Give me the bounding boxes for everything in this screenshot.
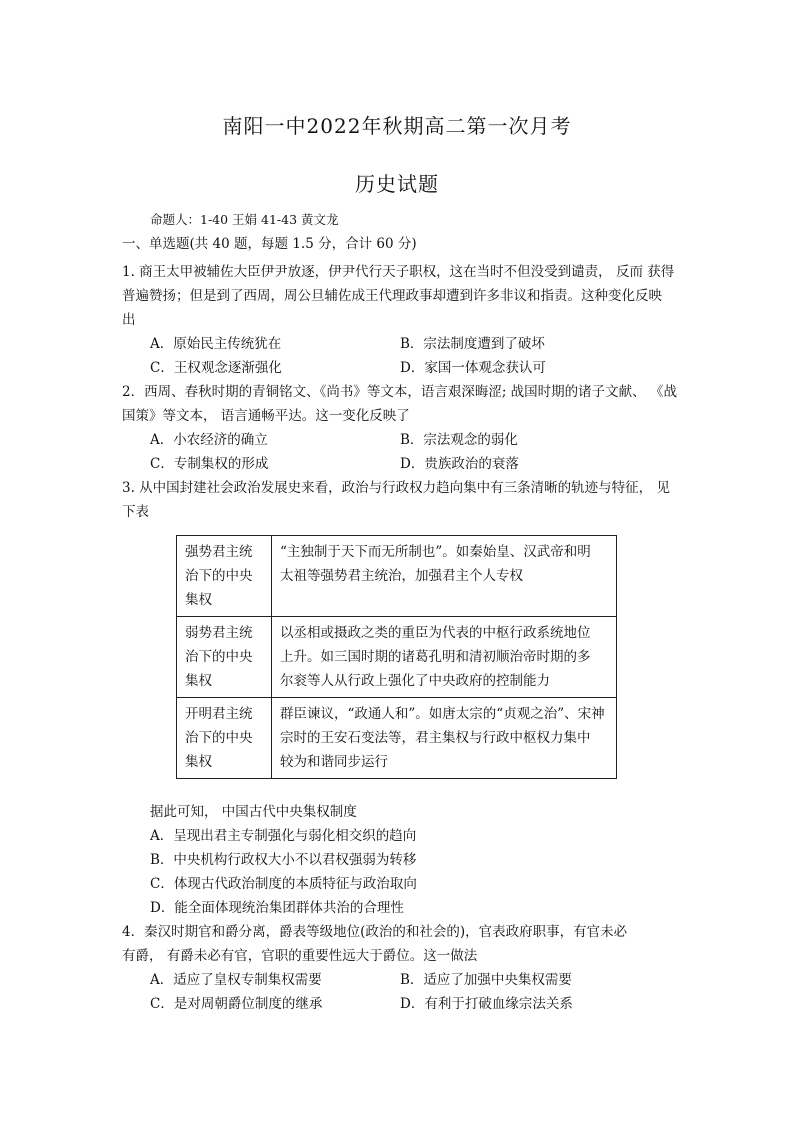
q2-option-c: C．专制集权的形成 (150, 456, 269, 472)
table-cell-key: 弱势君主统 治下的中央 集权 (177, 617, 272, 698)
q3-option-b: B．中央机构行政权大小不以君权强弱为转移 (150, 852, 417, 868)
q1-option-d: D．家国一体观念获认可 (400, 360, 546, 376)
q4-option-a: A．适应了皇权专制集权需要 (150, 972, 322, 988)
q2-stem-line: 国策》等文本， 语言通畅平达。这一变化反映了 (122, 408, 410, 424)
section-heading: 一、单选题(共 40 题，每题 1.5 分，合计 60 分) (122, 236, 417, 252)
table-cell-key: 强势君主统 治下的中央 集权 (177, 536, 272, 617)
q3-option-c: C．体现古代政治制度的本质特征与政治取向 (150, 876, 417, 892)
q3-option-a: A．呈现出君主专制强化与弱化相交织的趋向 (150, 828, 417, 844)
q2-stem-line: 2．西周、春秋时期的青铜铭文、《尚书》等文本，语言艰深晦涩; 战国时期的诸子文献、 《战 (122, 384, 677, 400)
q4-option-c: C．是对周朝爵位制度的继承 (150, 996, 323, 1012)
q1-stem-line: 1. 商王太甲被辅佐大臣伊尹放逐，伊尹代行天子职权，这在当时不但没受到谴责， 反而 获得 (122, 264, 675, 280)
q1-option-a: A．原始民主传统犹在 (150, 336, 282, 352)
q4-stem-line: 4．秦汉时期官和爵分离，爵表等级地位(政治的和社会的)，官表政府职事，有官未必 (122, 924, 628, 940)
q3-stem-line: 下表 (122, 504, 149, 520)
q2-option-d: D．贵族政治的衰落 (400, 456, 519, 472)
q1-stem-line: 出 (122, 312, 136, 328)
q4-stem-line: 有爵， 有爵未必有官，官职的重要性远大于爵位。这一做法 (122, 948, 478, 964)
table-row (177, 698, 617, 779)
q2-option-a: A．小农经济的确立 (150, 432, 268, 448)
table-cell-value: “主独制于天下而无所制也”。如秦始皇、汉武帝和明 太祖等强势君主统治，加强君主个人专权 (272, 536, 617, 617)
table-row (177, 536, 617, 617)
exam-subtitle: 历史试题 (355, 172, 439, 196)
table-cell-value: 群臣谏议，“政通人和”。如唐太宗的“贞观之治”、宋神 宗时的王安石变法等，君主集权与行政中枢权力集中 较为和谐同步运行 (272, 698, 617, 779)
q3-table (176, 535, 617, 779)
q2-option-b: B．宗法观念的弱化 (400, 432, 518, 448)
q1-option-c: C．王权观念逐渐强化 (150, 360, 282, 376)
q3-lead: 据此可知， 中国古代中央集权制度 (150, 804, 357, 820)
exam-title: 南阳一中2022年秋期高二第一次月考 (222, 114, 572, 138)
q3-stem-line: 3. 从中国封建社会政治发展史来看，政治与行政权力趋向集中有三条清晰的轨迹与特征， 见 (122, 480, 670, 496)
q3-option-d: D．能全面体现统治集团群体共治的合理性 (150, 900, 404, 916)
q4-option-d: D．有利于打破血缘宗法关系 (400, 996, 573, 1012)
q4-option-b: B．适应了加强中央集权需要 (400, 972, 572, 988)
table-row (177, 617, 617, 698)
q1-option-b: B．宗法制度遭到了破坏 (400, 336, 545, 352)
author-line: 命题人：1-40 王娟 41-43 黄文龙 (150, 212, 339, 227)
table-cell-key: 开明君主统 治下的中央 集权 (177, 698, 272, 779)
table-cell-value: 以丞相或摄政之类的重臣为代表的中枢行政系统地位 上升。如三国时期的诸葛孔明和清初顺治帝时期的多 尔衮等人从行政上强化了中央政府的控制能力 (272, 617, 617, 698)
q1-stem-line: 普遍赞扬；但是到了西周，周公旦辅佐成王代理政事却遭到许多非议和指责。这种变化反映 (122, 288, 662, 304)
